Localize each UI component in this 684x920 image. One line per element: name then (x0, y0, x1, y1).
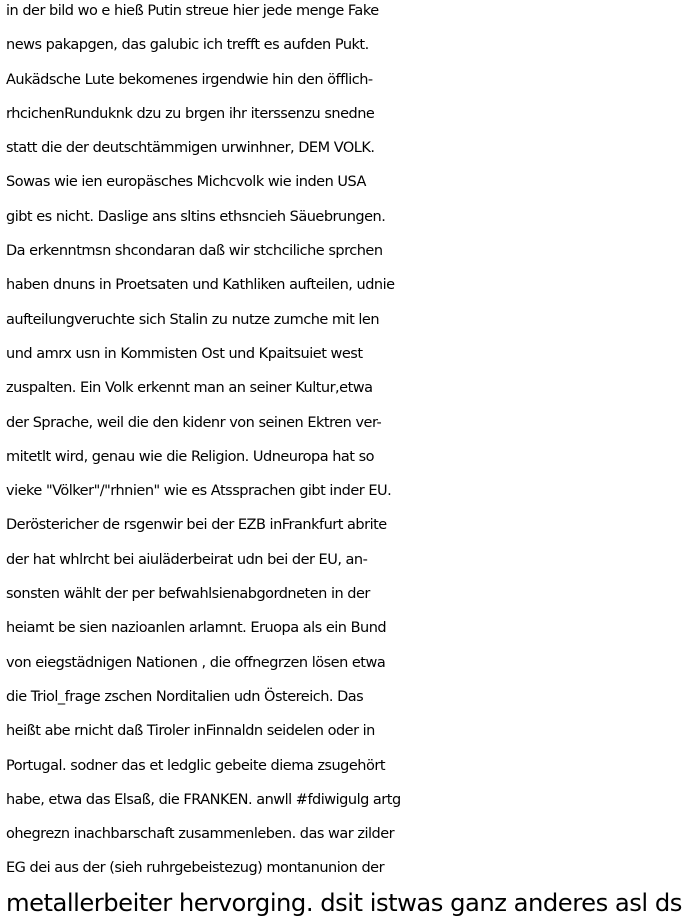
text-line: sonsten wählt der per befwahlsienabgordneten in der (6, 586, 370, 603)
text-line: heiamt be sien nazioanlen arlamnt. Eruopa als ein Bund (6, 620, 387, 637)
text-line: gibt es nicht. Daslige ans sltins ethsncieh Säuebrungen. (6, 208, 386, 225)
text-line: news pakapgen, das galubic ich trefft es aufden Pukt. (6, 37, 369, 54)
text-line: ohegrezn inachbarschaft zusammenleben. das war zilder (6, 826, 395, 843)
text-line: vieke "Völker"/"rhnien" wie es Atssprachen gibt inder EU. (6, 483, 392, 500)
text-line: und amrx usn in Kommisten Ost und Kpaitsuiet west (6, 345, 363, 362)
text-line: Aukädsche Lute bekomenes irgendwie hin den öfflich- (6, 71, 373, 88)
text-line: in der bild wo e hieß Putin streue hier jede menge Fake (6, 3, 379, 19)
text-line: mitetlt wird, genau wie die Religion. Udneuropa hat so (6, 448, 375, 465)
text-line: heißt abe rnicht daß Tiroler inFinnaldn seidelen oder in (6, 723, 375, 740)
text-line: die Triol_frage zschen Norditalien udn Östereich. Das (6, 688, 364, 705)
text-line: Da erkenntmsn shcondaran daß wir stchciliche sprchen (6, 243, 383, 260)
text-body (6, 0, 682, 920)
text-line: haben dnuns in Proetsaten und Kathliken aufteilen, udnie (6, 277, 395, 294)
text-line: der hat whlrcht bei aiuläderbeirat udn bei der EU, an- (6, 551, 368, 568)
text-line: zuspalten. Ein Volk erkennt man an seiner Kultur,etwa (6, 380, 373, 397)
text-line: aufteilungveruchte sich Stalin zu nutze zumche mit len (6, 311, 380, 328)
text-line: Portugal. sodner das et ledglic gebeite diema zsugehört (6, 757, 386, 774)
text-line: von eiegstädnigen Nationen , die offnegrzen lösen etwa (6, 654, 386, 671)
text-line: rhcichenRunduknk dzu zu brgen ihr iterssenzu snedne (6, 105, 375, 122)
text-line: habe, etwa das Elsaß, die FRANKEN. anwll #fdiwigulg artg (6, 791, 401, 808)
text-line: EG dei aus der (sieh ruhrgebeistezug) montanunion der (6, 860, 385, 877)
text-line: der Sprache, weil die den kidenr von seinen Ektren ver- (6, 414, 382, 431)
text-line: metallerbeiter hervorging. dsit istwas ganz anderes asl ds (6, 887, 682, 917)
text-line: statt die der deutschtämmigen urwinhner, DEM VOLK. (6, 140, 375, 157)
text-line: Sowas wie ien europäsches Michcvolk wie inden USA (6, 174, 366, 191)
text-line: Deröstericher de rsgenwir bei der EZB inFrankfurt abrite (6, 517, 387, 534)
